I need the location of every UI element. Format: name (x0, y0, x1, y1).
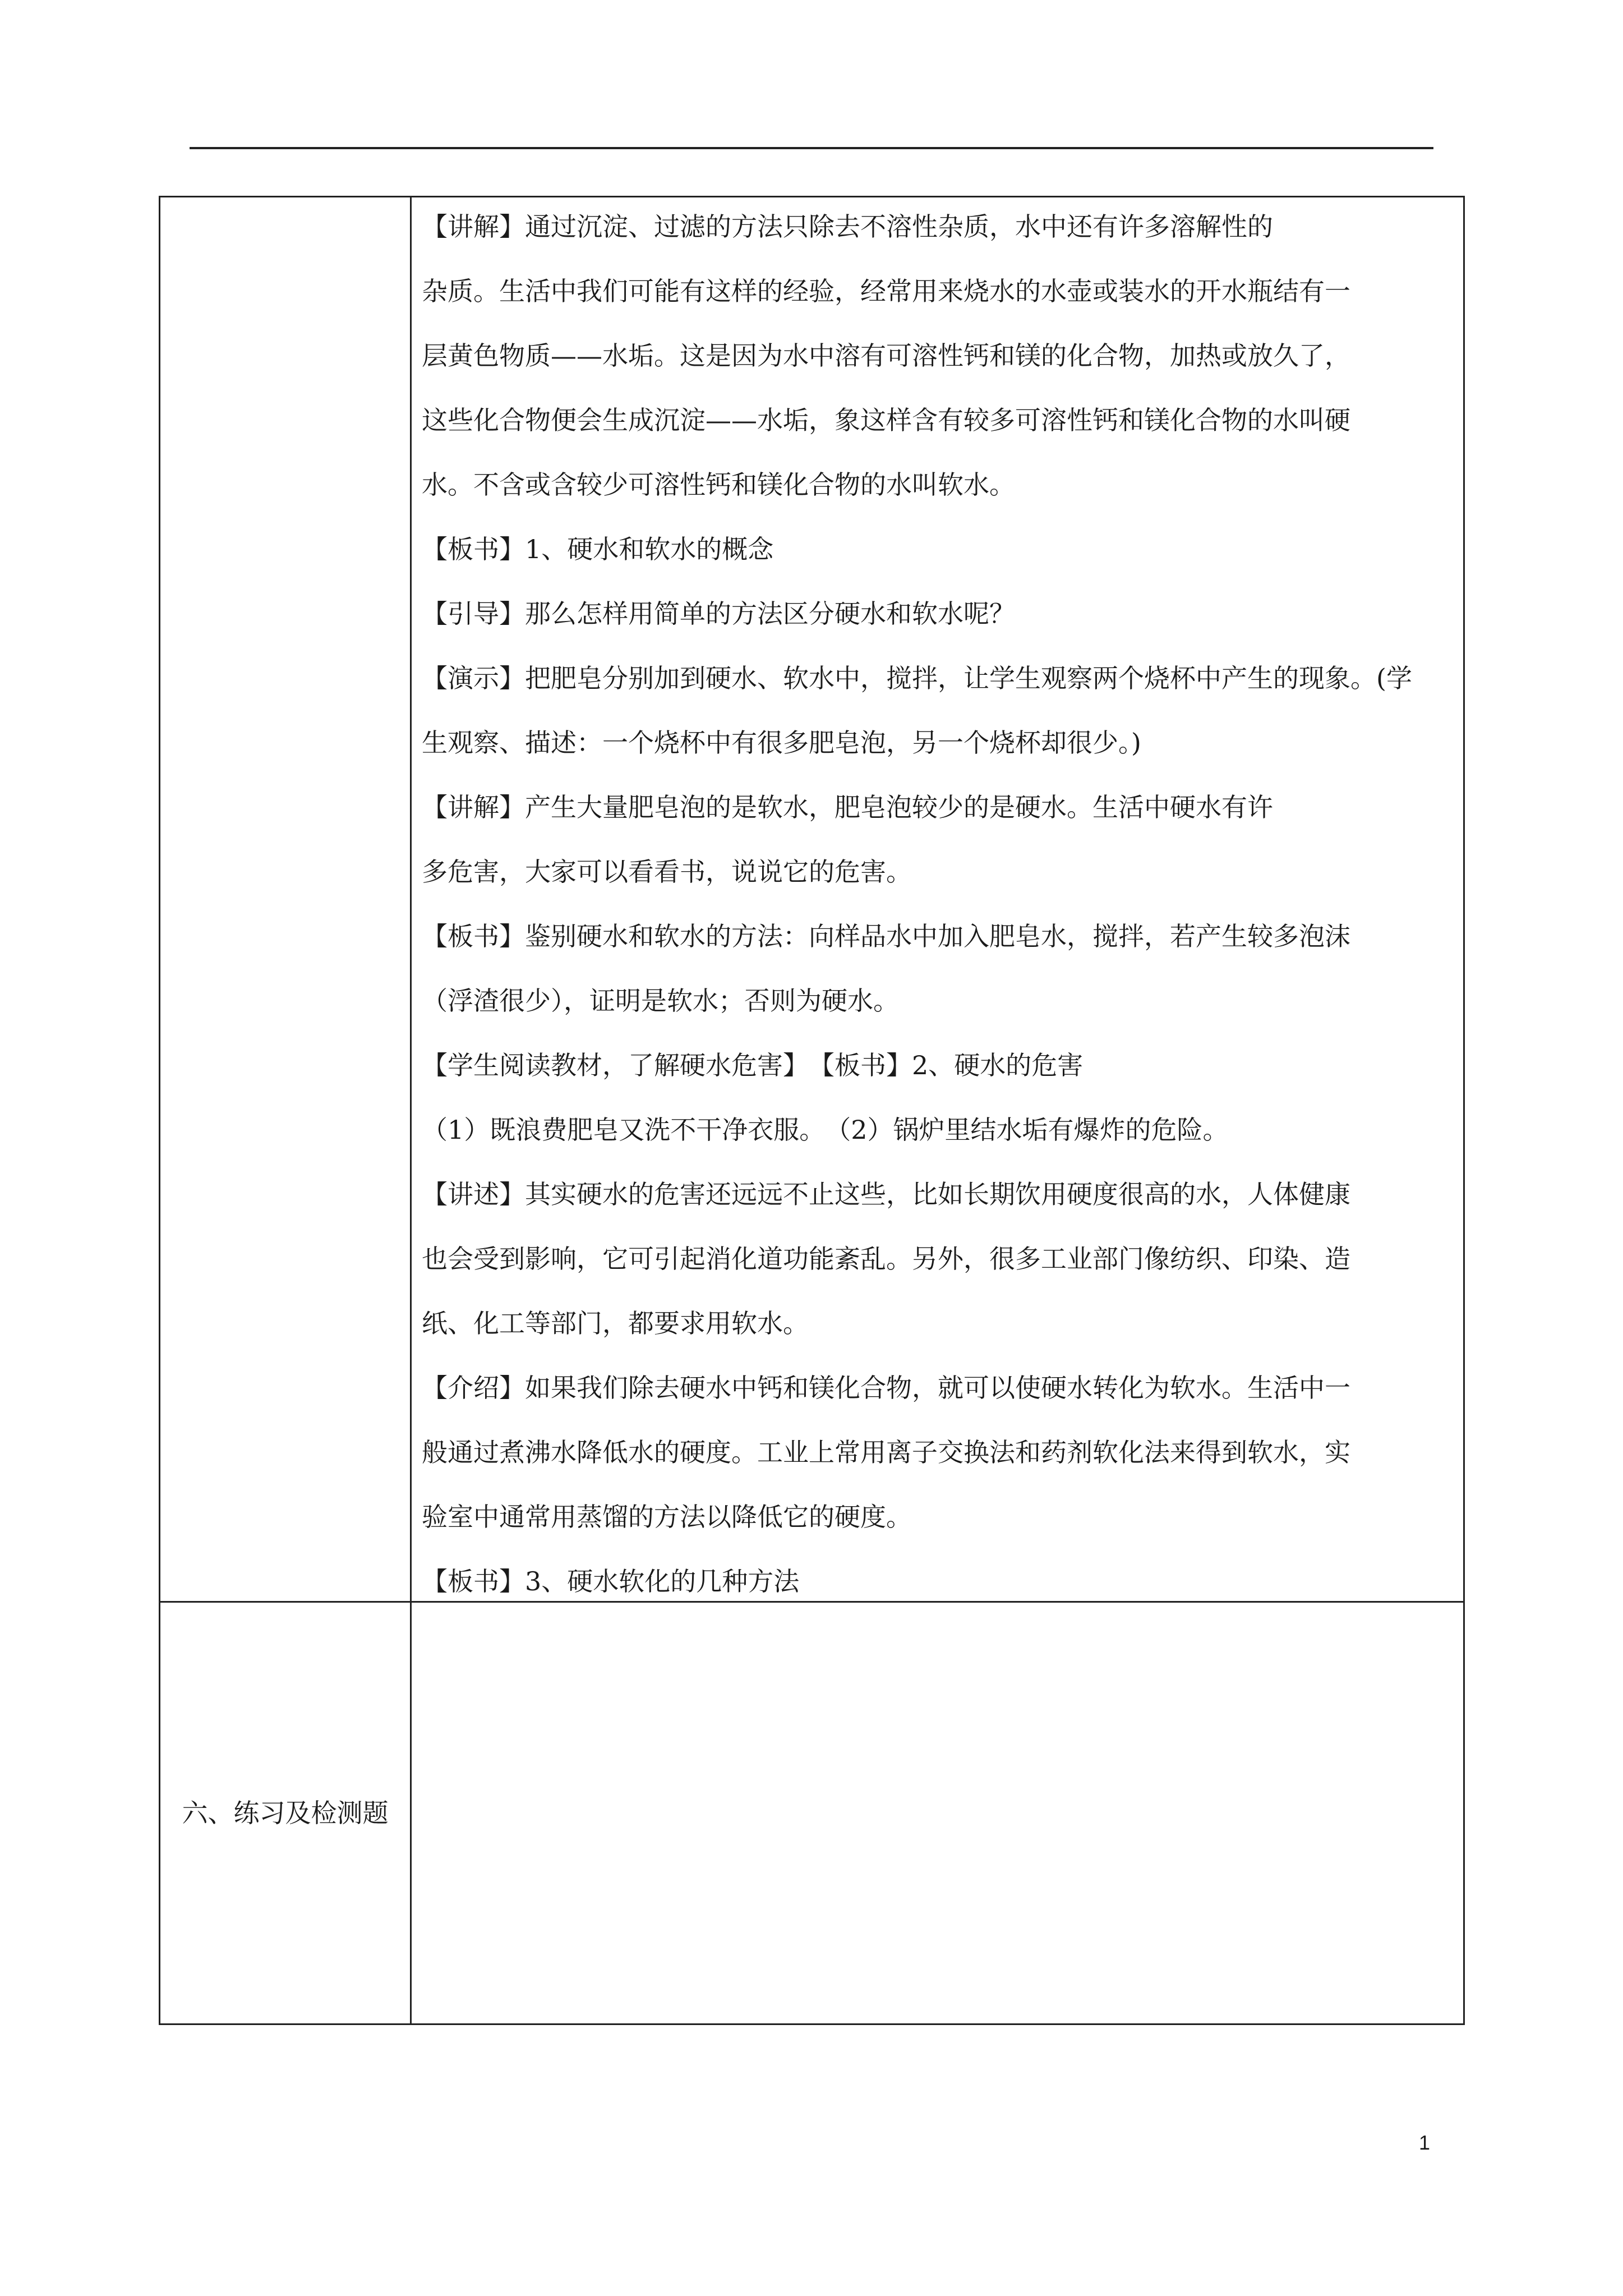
lesson-line: 也会受到影响，它可引起消化道功能紊乱。另外，很多工业部门像纺织、印染、造 (422, 1244, 1350, 1274)
header-rule (190, 147, 1433, 149)
lesson-line: 生观察、描述：一个烧杯中有很多肥皂泡，另一个烧杯却很少。) (422, 728, 1141, 758)
lesson-line: 水。不含或含较少可溶性钙和镁化合物的水叫软水。 (422, 470, 1015, 500)
lesson-line: 杂质。生活中我们可能有这样的经验，经常用来烧水的水壶或装水的开水瓶结有一 (422, 276, 1350, 306)
lesson-line: 多危害，大家可以看看书，说说它的危害。 (422, 857, 912, 887)
lesson-line: 【讲解】产生大量肥皂泡的是软水，肥皂泡较少的是硬水。生活中硬水有许 (422, 792, 1273, 822)
lesson-table (159, 196, 1465, 2025)
section-label-cell (160, 1601, 410, 2025)
lesson-line: 这些化合物便会生成沉淀——水垢，象这样含有较多可溶性钙和镁化合物的水叫硬 (422, 405, 1350, 435)
lesson-line: 【演示】把肥皂分别加到硬水、软水中，搅拌，让学生观察两个烧杯中产生的现象。(学 (422, 663, 1412, 693)
lesson-line: 【板书】1、硬水和软水的概念 (422, 534, 774, 564)
lesson-line: 【学生阅读教材，了解硬水危害】 【板书】2、硬水的危害 (422, 1050, 1083, 1080)
lesson-line: 般通过煮沸水降低水的硬度。工业上常用离子交换法和药剂软化法来得到软水，实 (422, 1437, 1350, 1467)
lesson-line: 【引导】那么怎样用简单的方法区分硬水和软水呢？ (422, 599, 1015, 629)
lesson-line: 【讲述】其实硬水的危害还远远不止这些，比如长期饮用硬度很高的水，人体健康 (422, 1179, 1350, 1209)
lesson-content-cell (422, 197, 1460, 1601)
lesson-line: 层黄色物质——水垢。这是因为水中溶有可溶性钙和镁的化合物，加热或放久了， (422, 341, 1350, 371)
lesson-line: 纸、化工等部门，都要求用软水。 (422, 1308, 809, 1338)
lesson-line: 【板书】3、硬水软化的几种方法 (422, 1566, 800, 1596)
lesson-line: 验室中通常用蒸馏的方法以降低它的硬度。 (422, 1502, 912, 1532)
lesson-line: 【介绍】如果我们除去硬水中钙和镁化合物，就可以使硬水转化为软水。生活中一 (422, 1373, 1350, 1403)
section-label: 六、练习及检测题 (182, 1798, 389, 1828)
page-number: 1 (1419, 2131, 1431, 2154)
lesson-line: 【讲解】通过沉淀、过滤的方法只除去不溶性杂质，水中还有许多溶解性的 (422, 211, 1273, 242)
lesson-line: （浮渣很少），证明是软水；否则为硬水。 (422, 986, 899, 1016)
lesson-line: （1）既浪费肥皂又洗不干净衣服。 （2）锅炉里结水垢有爆炸的危险。 (422, 1115, 1229, 1145)
column-divider (410, 197, 412, 2023)
lesson-line: 【板书】鉴别硬水和软水的方法：向样品水中加入肥皂水，搅拌，若产生较多泡沫 (422, 921, 1350, 951)
